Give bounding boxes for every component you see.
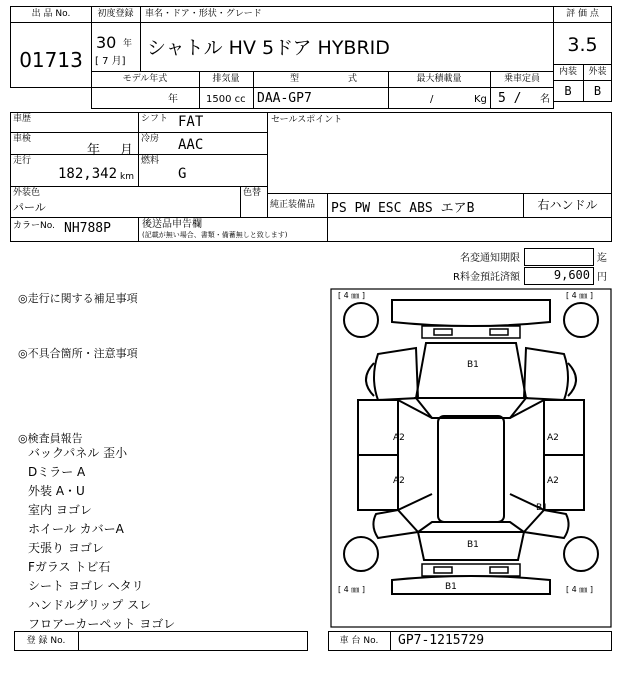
sales-point-label: セールスポイント — [271, 115, 343, 125]
chassis-label: 車 台 No. — [339, 636, 379, 646]
steering-value: 右ハンドル — [537, 198, 598, 212]
equipment-label: 純正装備品 — [270, 200, 316, 210]
capacity-unit: 名 — [540, 94, 550, 105]
repaint-label: 色替 — [243, 188, 262, 198]
max-load-value: / — [430, 94, 434, 105]
list-item: 室内 ヨゴレ — [28, 503, 92, 517]
list-item: Fガラス トビ石 — [28, 560, 111, 574]
damage-mark-right-front: A2 — [547, 433, 559, 443]
exterior-label: 外装 — [588, 67, 607, 77]
max-load-unit: Kg — [474, 94, 487, 105]
inspection-year-unit: 年 — [87, 143, 101, 158]
mileage-value: 182,342 — [58, 166, 118, 182]
aircon-value: AAC — [178, 137, 204, 153]
damage-mark-right-rear: A2 — [547, 476, 559, 486]
color-no-value: NH788P — [64, 221, 111, 236]
inspection-month-unit: 月 — [120, 143, 134, 158]
tire-depth-rl: [ 4 ㎜ ] — [338, 585, 365, 594]
vehicle-name: シャトル HV 5ドア HYBRID — [147, 37, 390, 59]
tire-depth-rr: [ 4 ㎜ ] — [566, 585, 593, 594]
capacity-label: 乗車定員 — [503, 74, 540, 84]
inspector-heading: ◎検査員報告 — [18, 432, 83, 445]
registration-label: 登 録 No. — [26, 636, 66, 646]
first-reg-month: [ 7 月] — [95, 56, 126, 67]
list-item: 外装 A・U — [28, 484, 85, 498]
ext-color-label: 外装色 — [13, 188, 41, 198]
name-change-field — [524, 248, 594, 266]
mileage-unit: km — [120, 172, 134, 182]
name-change-unit: 迄 — [597, 253, 607, 264]
list-item: バックパネル 歪小 — [28, 446, 128, 460]
first-reg-year: 30 — [96, 33, 117, 52]
defects-heading: ◎不具合箇所・注意事項 — [18, 347, 138, 360]
aircon-label: 冷房 — [141, 134, 160, 144]
recycle-label: R料金預託済額 — [453, 272, 520, 283]
model-label-2: 式 — [348, 74, 358, 84]
displacement-label: 排気量 — [212, 74, 240, 84]
damage-mark-hood: B1 — [467, 360, 479, 370]
tire-depth-fl: [ 4 ㎜ ] — [338, 291, 365, 300]
fuel-value: G — [178, 166, 187, 182]
docs-note: (記載が無い場合、書類・備蓄無しと致します) — [142, 231, 288, 239]
list-item: ホイール カバーA — [28, 522, 124, 536]
lot-number-label: 出 品 No. — [31, 9, 71, 19]
car-damage-diagram — [330, 288, 612, 628]
first-reg-label: 初度登録 — [97, 9, 134, 19]
lot-number: 01713 — [19, 48, 83, 72]
list-item: Dミラー A — [28, 465, 86, 479]
grade-label: 評 価 点 — [566, 9, 599, 19]
list-item: 天張り ヨゴレ — [28, 541, 104, 555]
tire-depth-fr: [ 4 ㎜ ] — [566, 291, 593, 300]
spec-grid — [10, 112, 268, 218]
chassis-value: GP7-1215729 — [398, 633, 485, 648]
capacity-value: 5 / — [498, 91, 522, 106]
color-no-label: カラーNo. — [13, 221, 55, 231]
list-item: フロアーカーペット ヨゴレ — [28, 617, 176, 631]
grade-value: 3.5 — [567, 34, 598, 56]
max-load-label: 最大積載量 — [416, 74, 462, 84]
ext-color-value: パール — [13, 201, 46, 214]
inspection-label: 車検 — [13, 134, 32, 144]
equipment-value: PS PW ESC ABS エアB — [331, 201, 475, 216]
docs-label: 後送品申告欄 — [142, 219, 202, 230]
displacement-value: 1500 cc — [206, 94, 246, 105]
docs-right-box — [327, 217, 612, 242]
exterior-grade: B — [593, 84, 602, 98]
vehicle-label: 車名・ドア・形状・グレード — [145, 9, 262, 19]
fuel-label: 燃料 — [141, 156, 160, 166]
model-label: 型 — [290, 74, 300, 84]
damage-mark-trunk: B1 — [467, 540, 479, 550]
shift-label: シフト — [141, 114, 169, 124]
list-item: ハンドルグリップ スレ — [28, 598, 152, 612]
list-item: シート ヨゴレ ヘタリ — [28, 579, 144, 593]
driving-notes-heading: ◎走行に関する補足事項 — [18, 292, 138, 305]
model-year-label: モデル年式 — [122, 74, 168, 84]
history-label: 車歴 — [13, 114, 32, 124]
model-value: DAA-GP7 — [257, 91, 312, 106]
mileage-label: 走行 — [13, 156, 32, 166]
damage-mark-rear-bumper: B1 — [445, 582, 457, 592]
model-year-unit: 年 — [168, 94, 178, 105]
interior-label: 内装 — [558, 67, 577, 77]
recycle-value: 9,600 — [553, 268, 590, 282]
recycle-unit: 円 — [597, 272, 607, 283]
shift-value: FAT — [178, 114, 204, 130]
damage-mark-left-front: A2 — [393, 433, 405, 443]
damage-mark-left-rear: A2 — [393, 476, 405, 486]
damage-mark-right-quarter: B1 — [536, 503, 548, 513]
name-change-label: 名変通知期限 — [460, 253, 520, 264]
interior-grade: B — [564, 84, 572, 98]
first-reg-year-unit: 年 — [123, 39, 133, 49]
